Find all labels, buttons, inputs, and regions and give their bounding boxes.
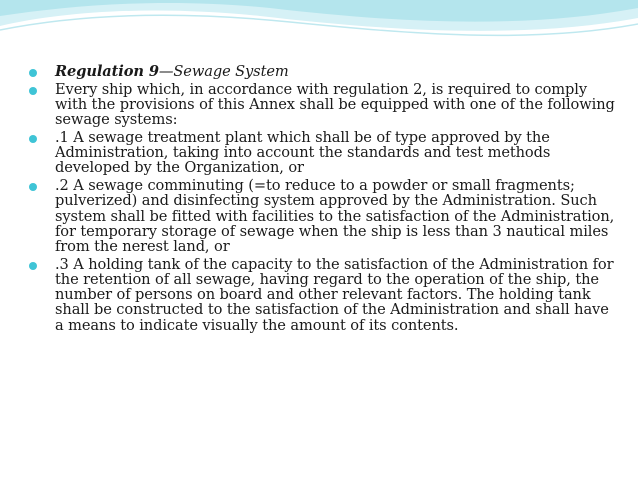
regulation-title-rest: —Sewage System: [158, 63, 289, 80]
bullet-dot-icon: [29, 69, 37, 77]
bullet-text: .2 A sewage comminuting (=to reduce to a powder or small fragments; pulverized) and disinfecting system approved by the Administration. Such system shall be fitted with facilities to the satisfaction of the Administration, for temporary storage of sewage when the ship is less than 3 nautical miles from the nerest land, or: [55, 177, 615, 256]
header-wave-decoration: [0, 0, 638, 56]
bullet-list: [26, 64, 616, 333]
bullet-dot-icon: [29, 87, 37, 95]
bullet-text: .1 A sewage treatment plant which shall be of type approved by the Administration, taking into account the standards and test methods developed by the Organization, or: [55, 129, 551, 177]
slide-body: [26, 64, 616, 335]
bullet-dot-icon: [29, 183, 37, 191]
bullet-intro: [26, 82, 616, 128]
bullet-text: Every ship which, in accordance with regulation 2, is required to comply with the provisions of this Annex shall be equipped with one of the following sewage systems:: [55, 80, 615, 129]
bullet-option-3: [26, 257, 616, 333]
bullet-option-1: [26, 130, 616, 176]
bullet-dot-icon: [29, 262, 37, 270]
regulation-title-bold: Regulation 9: [55, 63, 159, 80]
bullet-dot-icon: [29, 135, 37, 143]
bullet-option-2: [26, 178, 616, 254]
bullet-title: [26, 64, 616, 79]
bullet-text: .3 A holding tank of the capacity to the satisfaction of the Administration for the retention of all sewage, having regard to the operation of the ship, the number of persons on board and other relevant factors. The holding tank shall be constructed to the satisfaction of the Administration and shall have a means to indicate visually the amount of its contents.: [55, 255, 614, 334]
